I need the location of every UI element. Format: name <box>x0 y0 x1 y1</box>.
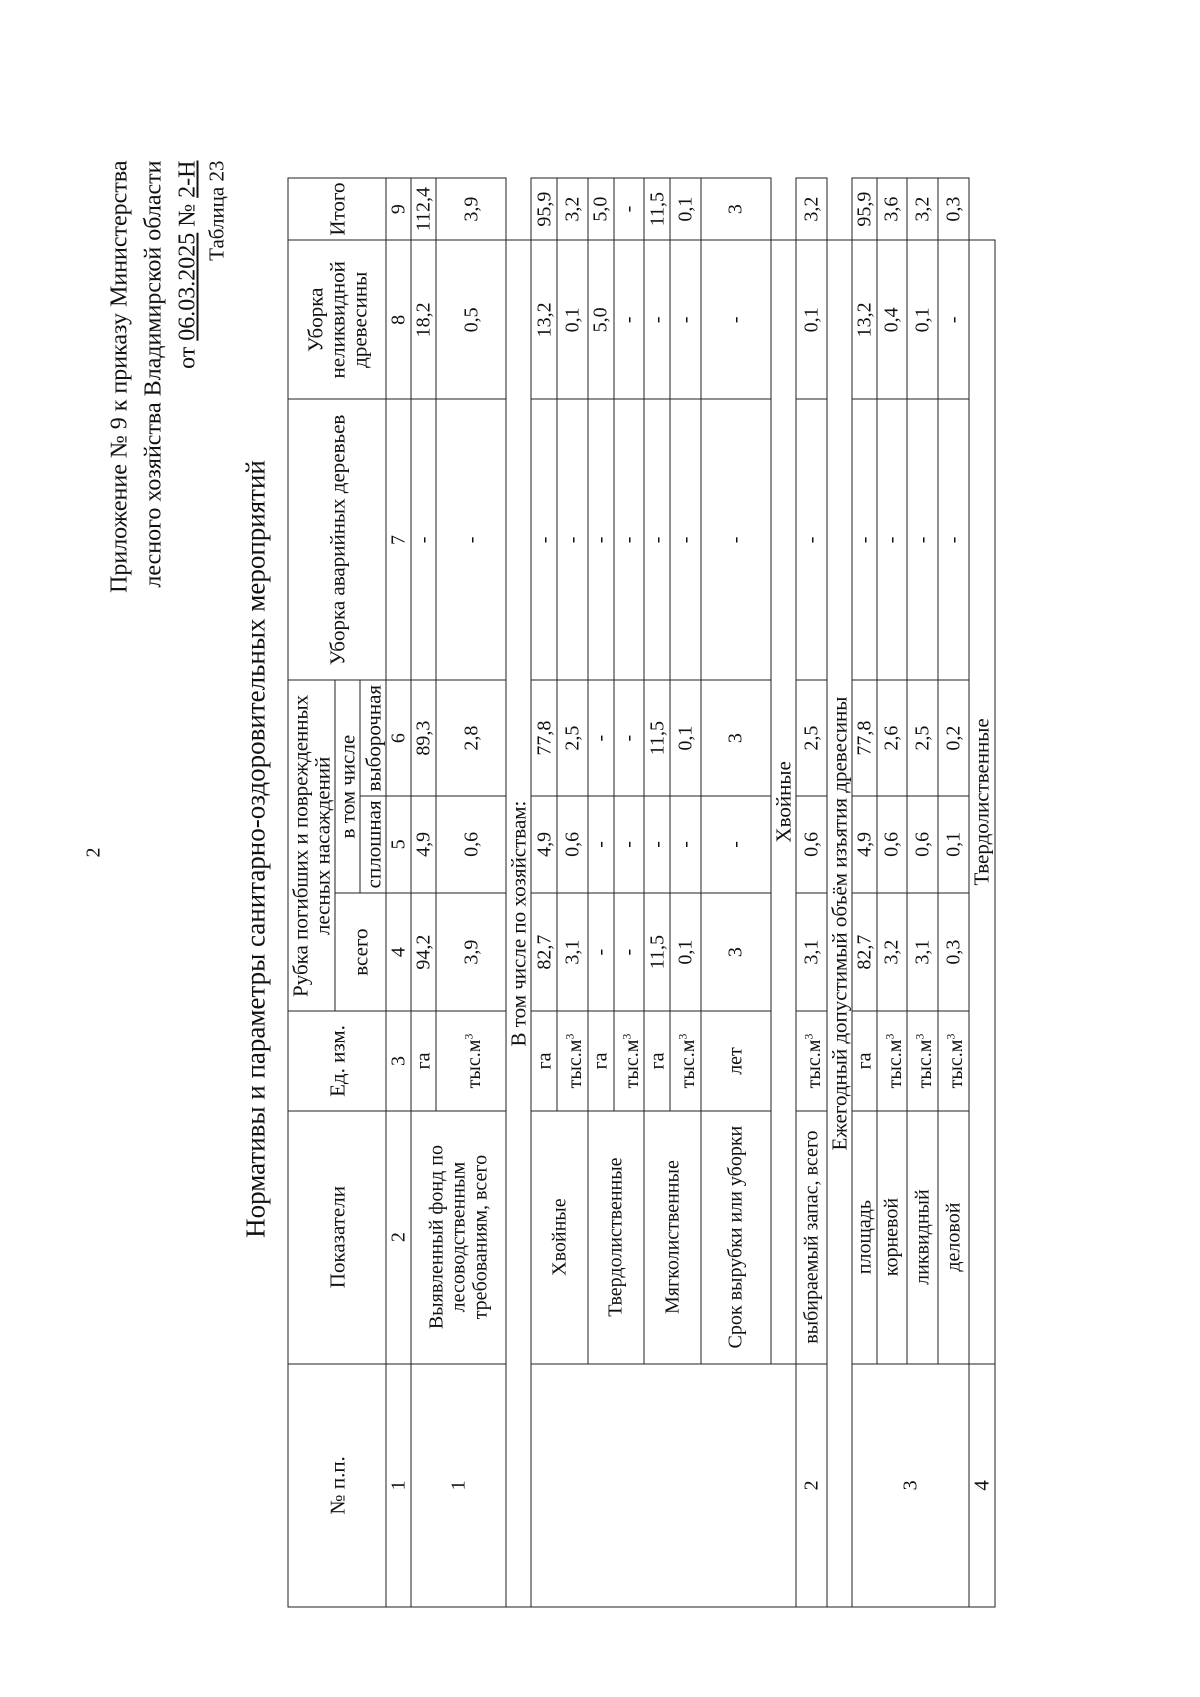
value-cell: 11,5 <box>644 680 670 795</box>
row-label: Выявленный фонд по лесоводственным требованиям, всего <box>411 1110 506 1363</box>
unit-cell: га <box>587 1011 613 1110</box>
unit-cell: $тыс.м^3$ <box>795 1011 826 1110</box>
row-label: ликвидный <box>907 1110 938 1363</box>
value-cell: 0,2 <box>937 680 968 795</box>
farm-label: Хвойные <box>531 1110 588 1363</box>
value-cell: - <box>644 240 670 399</box>
value-cell: - <box>700 240 770 399</box>
value-cell: 3,6 <box>876 178 907 240</box>
value-cell: 3,2 <box>876 892 907 1011</box>
value-cell: - <box>644 795 670 892</box>
value-cell: 0,1 <box>907 240 938 399</box>
date-prefix: от <box>174 346 200 369</box>
value-cell: 112,4 <box>411 178 436 240</box>
value-cell: 0,1 <box>670 680 701 795</box>
section-farms: В том числе по хозяйствам: <box>506 240 531 1607</box>
value-cell: 4,9 <box>851 795 876 892</box>
value-cell: 2,5 <box>907 680 938 795</box>
appendix-header <box>102 160 228 592</box>
value-cell: 5,0 <box>587 178 613 240</box>
header-row-1 <box>288 178 335 1607</box>
table-row <box>531 178 557 1607</box>
table-row <box>411 178 436 1607</box>
section-annual: Ежегодный допустимый объём изъятия древесины <box>826 240 851 1607</box>
header-selective: выборочная <box>360 680 386 795</box>
row-label: площадь <box>851 1110 876 1363</box>
value-cell: - <box>613 240 644 399</box>
table-title: Нормативы и параметры санитарно-оздоровительных мероприятий <box>240 459 270 1238</box>
value-cell: 95,9 <box>531 178 557 240</box>
unit-cell: га <box>531 1011 557 1110</box>
farm-label: Твердолиственные <box>587 1110 644 1363</box>
value-cell: 3 <box>700 892 770 1011</box>
unit-cell: $тыс.м^3$ <box>436 1011 506 1110</box>
value-cell: 3 <box>700 680 770 795</box>
value-cell: 0,6 <box>795 795 826 892</box>
header-total-all: всего <box>335 892 386 1011</box>
order-number: 2-Н <box>174 160 200 198</box>
value-cell: - <box>937 240 968 399</box>
unit-cell: га <box>851 1011 876 1110</box>
value-cell: - <box>587 892 613 1011</box>
value-cell: - <box>670 399 701 680</box>
unit-cell: $тыс.м^3$ <box>937 1011 968 1110</box>
value-cell: 0,6 <box>436 795 506 892</box>
appendix-line-2: лесного хозяйства Владимирской области <box>140 160 166 588</box>
value-cell: 3,2 <box>907 178 938 240</box>
idx-cell: 2 <box>386 1110 411 1363</box>
value-cell: - <box>436 399 506 680</box>
value-cell: 3 <box>700 178 770 240</box>
header-unit: Ед. изм. <box>288 1011 386 1110</box>
row-label: деловой <box>937 1110 968 1363</box>
value-cell: 3,9 <box>436 892 506 1011</box>
norms-table <box>287 177 995 1607</box>
value-cell: - <box>907 399 938 680</box>
unit-cell: $тыс.м^3$ <box>557 1011 588 1110</box>
value-cell: - <box>557 399 588 680</box>
row-label: корневой <box>876 1110 907 1363</box>
value-cell: 0,1 <box>557 240 588 399</box>
row-num: 4 <box>968 1363 994 1606</box>
value-cell: 77,8 <box>531 680 557 795</box>
header-illiquid: Уборка неликвидной древесины <box>288 240 386 399</box>
row-label: выбираемый запас, всего <box>795 1110 826 1363</box>
value-cell: 0,4 <box>876 240 907 399</box>
value-cell: 0,6 <box>876 795 907 892</box>
value-cell: - <box>670 795 701 892</box>
value-cell: 0,6 <box>557 795 588 892</box>
unit-cell: га <box>644 1011 670 1110</box>
appendix-line-3 <box>170 160 204 592</box>
idx-cell: 6 <box>386 680 411 795</box>
value-cell: 3,2 <box>795 178 826 240</box>
value-cell: 2,8 <box>436 680 506 795</box>
value-cell: 0,6 <box>907 795 938 892</box>
table-label: Таблица 23 <box>204 160 228 261</box>
value-cell: - <box>670 240 701 399</box>
value-cell: 3,1 <box>907 892 938 1011</box>
row-label: Срок вырубки или уборки <box>700 1110 770 1363</box>
farm-label: Мягколиственные <box>644 1110 701 1363</box>
idx-cell: 4 <box>386 892 411 1011</box>
value-cell: 3,2 <box>557 178 588 240</box>
value-cell: 0,1 <box>937 795 968 892</box>
header-total: Итого <box>288 178 386 240</box>
section-row <box>826 178 851 1607</box>
value-cell: 18,2 <box>411 240 436 399</box>
value-cell: 4,9 <box>531 795 557 892</box>
value-cell: 3,1 <box>557 892 588 1011</box>
unit-cell: лет <box>700 1011 770 1110</box>
value-cell: 4,9 <box>411 795 436 892</box>
idx-cell: 1 <box>386 1363 411 1606</box>
unit-cell: га <box>411 1011 436 1110</box>
value-cell: - <box>700 795 770 892</box>
value-cell: 89,3 <box>411 680 436 795</box>
value-cell: - <box>644 399 670 680</box>
header-num: № п.п. <box>288 1363 386 1606</box>
value-cell: 11,5 <box>644 178 670 240</box>
value-cell: 0,3 <box>937 892 968 1011</box>
value-cell: 0,3 <box>937 178 968 240</box>
value-cell: - <box>411 399 436 680</box>
value-cell: 0,1 <box>670 178 701 240</box>
unit-cell: $тыс.м^3$ <box>670 1011 701 1110</box>
idx-cell: 5 <box>386 795 411 892</box>
value-cell: 11,5 <box>644 892 670 1011</box>
value-cell: - <box>587 795 613 892</box>
value-cell: 0,5 <box>436 240 506 399</box>
value-cell: - <box>851 399 876 680</box>
value-cell: - <box>937 399 968 680</box>
table-row <box>795 178 826 1607</box>
value-cell: 77,8 <box>851 680 876 795</box>
order-date: 06.03.2025 <box>174 232 200 341</box>
idx-cell: 7 <box>386 399 411 680</box>
header-cutting: Рубка погибших и поврежденных лесных насаждений <box>288 680 335 1011</box>
section-row <box>506 178 531 1607</box>
value-cell: - <box>613 178 644 240</box>
unit-cell: $тыс.м^3$ <box>907 1011 938 1110</box>
value-cell: - <box>587 399 613 680</box>
section-hardwood: Твердолиственные <box>968 240 994 1363</box>
value-cell: 94,2 <box>411 892 436 1011</box>
section-row <box>968 178 994 1607</box>
value-cell: 95,9 <box>851 178 876 240</box>
table-row <box>851 178 876 1607</box>
value-cell: - <box>795 399 826 680</box>
value-cell: 2,5 <box>795 680 826 795</box>
header-clear: сплошная <box>360 795 386 892</box>
idx-cell: 9 <box>386 178 411 240</box>
appendix-line-1: Приложение № 9 к приказу Министерства <box>106 160 132 593</box>
value-cell: 2,5 <box>557 680 588 795</box>
value-cell: 5,0 <box>587 240 613 399</box>
value-cell: - <box>613 399 644 680</box>
value-cell: 13,2 <box>851 240 876 399</box>
idx-cell: 8 <box>386 240 411 399</box>
value-cell: 0,1 <box>795 240 826 399</box>
value-cell: 82,7 <box>851 892 876 1011</box>
idx-cell: 3 <box>386 1011 411 1110</box>
header-indicator: Показатели <box>288 1110 386 1363</box>
value-cell: - <box>531 399 557 680</box>
page-number: 2 <box>82 847 104 857</box>
value-cell: - <box>613 892 644 1011</box>
header-index-row <box>386 178 411 1607</box>
row-num: 2 <box>795 1363 826 1606</box>
row-num: 1 <box>411 1363 506 1606</box>
number-prefix: № <box>174 203 200 227</box>
value-cell: 13,2 <box>531 240 557 399</box>
value-cell: - <box>700 399 770 680</box>
value-cell: - <box>587 680 613 795</box>
value-cell: 0,1 <box>670 892 701 1011</box>
row-num-empty <box>531 1363 796 1606</box>
header-emergency: Уборка аварийных деревьев <box>288 399 386 680</box>
value-cell: - <box>876 399 907 680</box>
unit-cell: $тыс.м^3$ <box>613 1011 644 1110</box>
unit-cell: $тыс.м^3$ <box>876 1011 907 1110</box>
value-cell: 82,7 <box>531 892 557 1011</box>
value-cell: - <box>613 680 644 795</box>
value-cell: - <box>613 795 644 892</box>
row-num: 3 <box>851 1363 968 1606</box>
section-conif: Хвойные <box>770 240 795 1363</box>
header-incl: в том числе <box>335 680 360 892</box>
value-cell: 3,9 <box>436 178 506 240</box>
value-cell: 3,1 <box>795 892 826 1011</box>
value-cell: 2,6 <box>876 680 907 795</box>
